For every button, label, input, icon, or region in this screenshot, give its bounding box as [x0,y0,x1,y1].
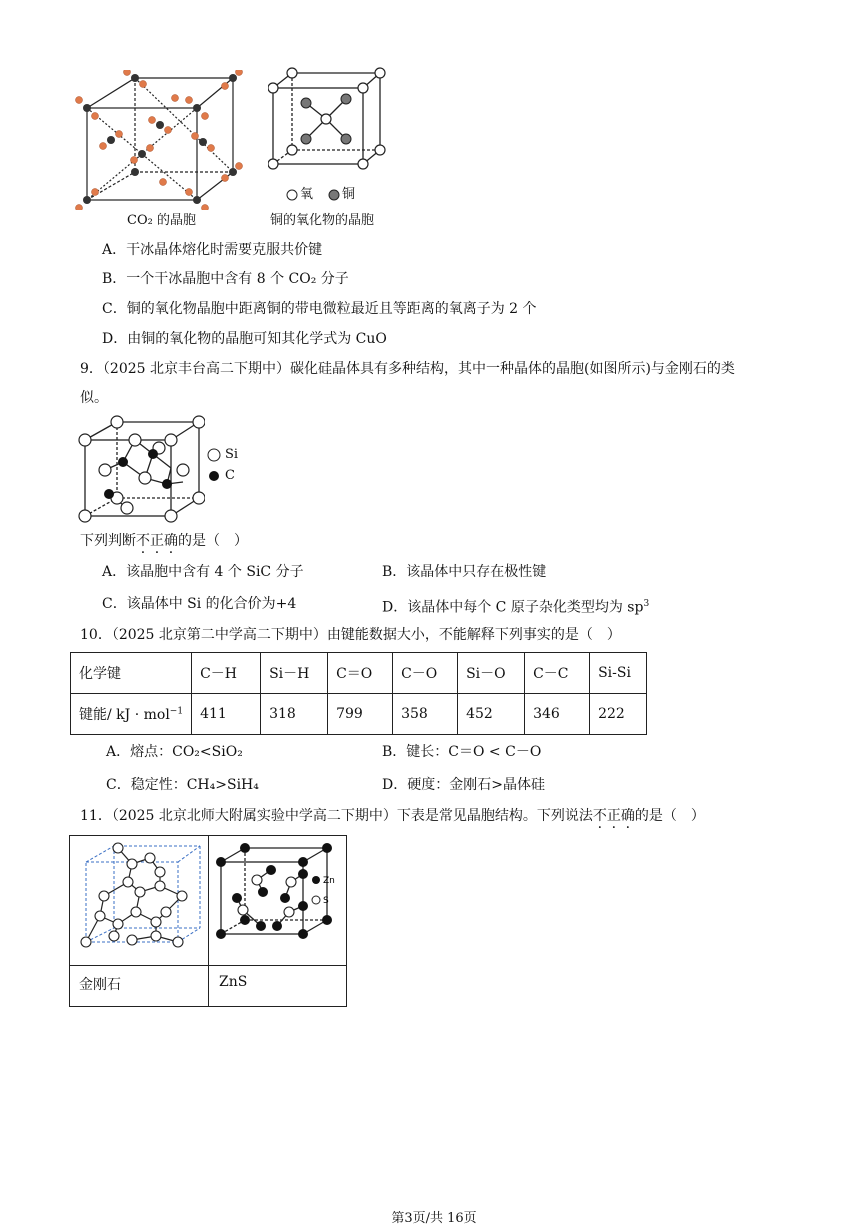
table-cell: Si－O [458,653,525,694]
table-cell: C－O [393,653,458,694]
emphasis-char: 正 [150,533,164,549]
table-row [70,836,347,966]
emphasis-char: 确 [620,808,635,824]
legend-c-label: C [225,468,235,483]
diamond-cell-image [70,836,209,966]
q8-option-d[interactable]: D．由铜的氧化物的晶胞可知其化学式为 CuO [102,331,387,347]
diamond-label: 金刚石 [70,966,209,1007]
co2-caption: CO₂ 的晶胞 [127,213,196,228]
table-cell: C－H [192,653,261,694]
q10-option-c[interactable]: C．稳定性：CH₄>SiH₄ [106,777,259,793]
legend-si-label: Si [225,447,239,462]
table-cell: 318 [261,694,328,735]
si-legend-icon [207,448,221,462]
table-cell: C＝O [328,653,393,694]
c-legend-icon [207,469,221,483]
zns-label: ZnS [209,966,347,1007]
zns-cell-image [209,836,347,966]
diamond-unit-cell-figure [70,836,208,961]
table-cell: Si－H [261,653,328,694]
q11-stem: 11．（2025 北京北师大附属实验中学高二下期中）下表是常见晶胞结构。下列说法不正确的是（ ） [80,808,705,824]
table-cell: 键能/ kJ · mol$^{-1}$ [71,694,192,735]
table-row [70,966,347,1007]
copper-oxide-unit-cell-figure [268,66,388,170]
copper-legend-icon [328,189,340,201]
q10-option-d[interactable]: D．硬度：金刚石>晶体硅 [382,777,545,793]
crystal-structure-table [69,835,347,1007]
emphasis-char: 正 [606,808,621,824]
q8-option-b[interactable]: B．一个干冰晶胞中含有 8 个 CO₂ 分子 [102,271,349,287]
table-cell: C－C [525,653,590,694]
table-cell: 346 [525,694,590,735]
table-cell: 799 [328,694,393,735]
q9-option-b[interactable]: B．该晶体中只存在极性键 [382,564,547,580]
table-cell: 358 [393,694,458,735]
q9-judge-prompt: 下列判断不正确的是（ ） [80,533,248,549]
zns-unit-cell-figure [209,836,346,961]
s-legend-icon [312,896,320,904]
table-cell: 452 [458,694,525,735]
legend-oxygen-label: 氧 [300,187,314,202]
table-cell: 化学键 [71,653,192,694]
table-row [71,694,647,735]
table-header-row [71,653,647,694]
emphasis-char: 确 [164,533,178,549]
table-cell: Si-Si [590,653,647,694]
legend-zn-label: Zn [323,876,335,886]
table-cell: 411 [192,694,261,735]
q8-option-a[interactable]: A．干冰晶体熔化时需要克服共价键 [102,242,323,258]
q10-option-b[interactable]: B．键长：C＝O < C－O [382,744,542,760]
q9-option-d[interactable]: D．该晶体中每个 C 原子杂化类型均为 $sp^3$ [382,599,650,616]
q10-stem: 10．（2025 北京第二中学高二下期中）由键能数据大小，不能解释下列事实的是（ ） [80,627,621,643]
oxygen-legend-icon [286,189,298,201]
table-cell: 222 [590,694,647,735]
co2-unit-cell-figure [75,70,245,210]
bond-energy-table [70,652,647,735]
zn-legend-icon [312,876,320,884]
q9-option-a[interactable]: A．该晶胞中含有 4 个 SiC 分子 [102,564,304,580]
page-footer: 第3页/共 16页 [391,1211,477,1226]
copper-oxide-caption: 铜的氧化物的晶胞 [270,213,375,228]
q9-option-c[interactable]: C．该晶体中 Si 的化合价为+4 [102,596,297,612]
emphasis-char: 不 [136,533,150,549]
q9-stem-line2: 似。 [80,390,108,406]
sic-unit-cell-figure [75,412,205,524]
legend-s-label: S [323,896,329,906]
emphasis-char: 不 [592,808,607,824]
q10-option-a[interactable]: A．熔点：CO₂<SiO₂ [106,744,243,760]
q9-stem-line1: 9．（2025 北京丰台高二下期中）碳化硅晶体具有多种结构，其中一种晶体的晶胞(如图所示)与金刚石的类 [80,361,735,377]
legend-copper-label: 铜 [342,187,356,202]
q8-option-c[interactable]: C．铜的氧化物晶胞中距离铜的带电微粒最近且等距离的氧离子为 2 个 [102,301,537,317]
